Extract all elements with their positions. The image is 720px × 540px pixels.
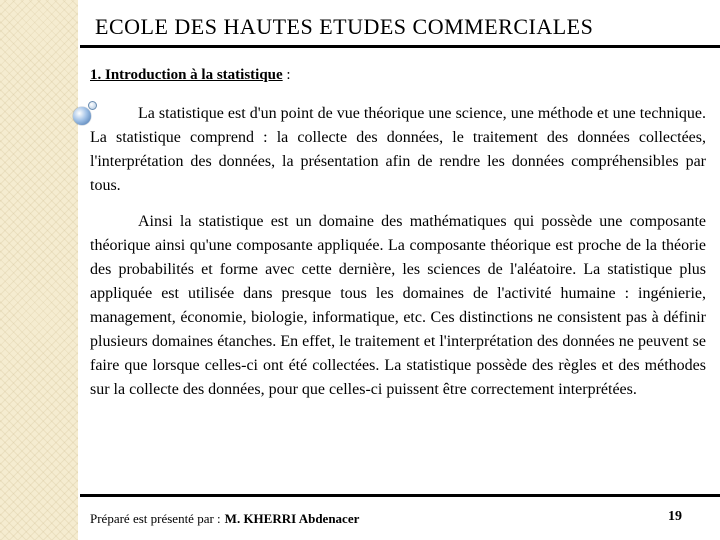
footer-prepared-by: Préparé est présenté par : bbox=[90, 511, 221, 526]
decorative-sidebar bbox=[0, 0, 78, 540]
paragraph-details: Ainsi la statistique est un domaine des mathématiques qui possède une composante théorique ainsi qu'une composante appliquée. La composante théorique est proche de la théorie des probabilités et forme avec cette dernière, les sciences de l'aléatoire. La statistique plus appliquée est utilisée dans presque tous les domaines de l'activité humaine : ingénierie, management, économie, biologie, informatique, etc. Ces distinctions ne consistent pas à définir plusieurs domaines étanches. En effet, le traitement et l'interprétation des données ne peuvent se faire que lorsque celles-ci ont été collectées. La statistique possède des règles et des méthodes sur la collecte des données, pour que celles-ci puissent être correctement interprétées. bbox=[90, 213, 706, 398]
paragraph-intro: La statistique est d'un point de vue théorique une science, une méthode et une technique. La statistique comprend : la collecte des données, le traitement des données collectées, l'interprétation des données, la présentation afin de rendre les données compréhensibles par tous. bbox=[90, 105, 706, 194]
footer-author: M. KHERRI Abdenacer bbox=[224, 511, 360, 526]
footer-credit bbox=[90, 511, 359, 527]
header-divider bbox=[80, 45, 720, 48]
section-heading-colon: : bbox=[282, 67, 291, 83]
bullet-orb-icon bbox=[73, 107, 91, 125]
page-title: ECOLE DES HAUTES ETUDES COMMERCIALES bbox=[95, 14, 594, 39]
section-heading bbox=[90, 67, 291, 84]
page-number: 19 bbox=[668, 509, 682, 524]
section-heading-text: 1. Introduction à la statistique bbox=[90, 67, 283, 83]
footer-divider bbox=[80, 494, 720, 497]
